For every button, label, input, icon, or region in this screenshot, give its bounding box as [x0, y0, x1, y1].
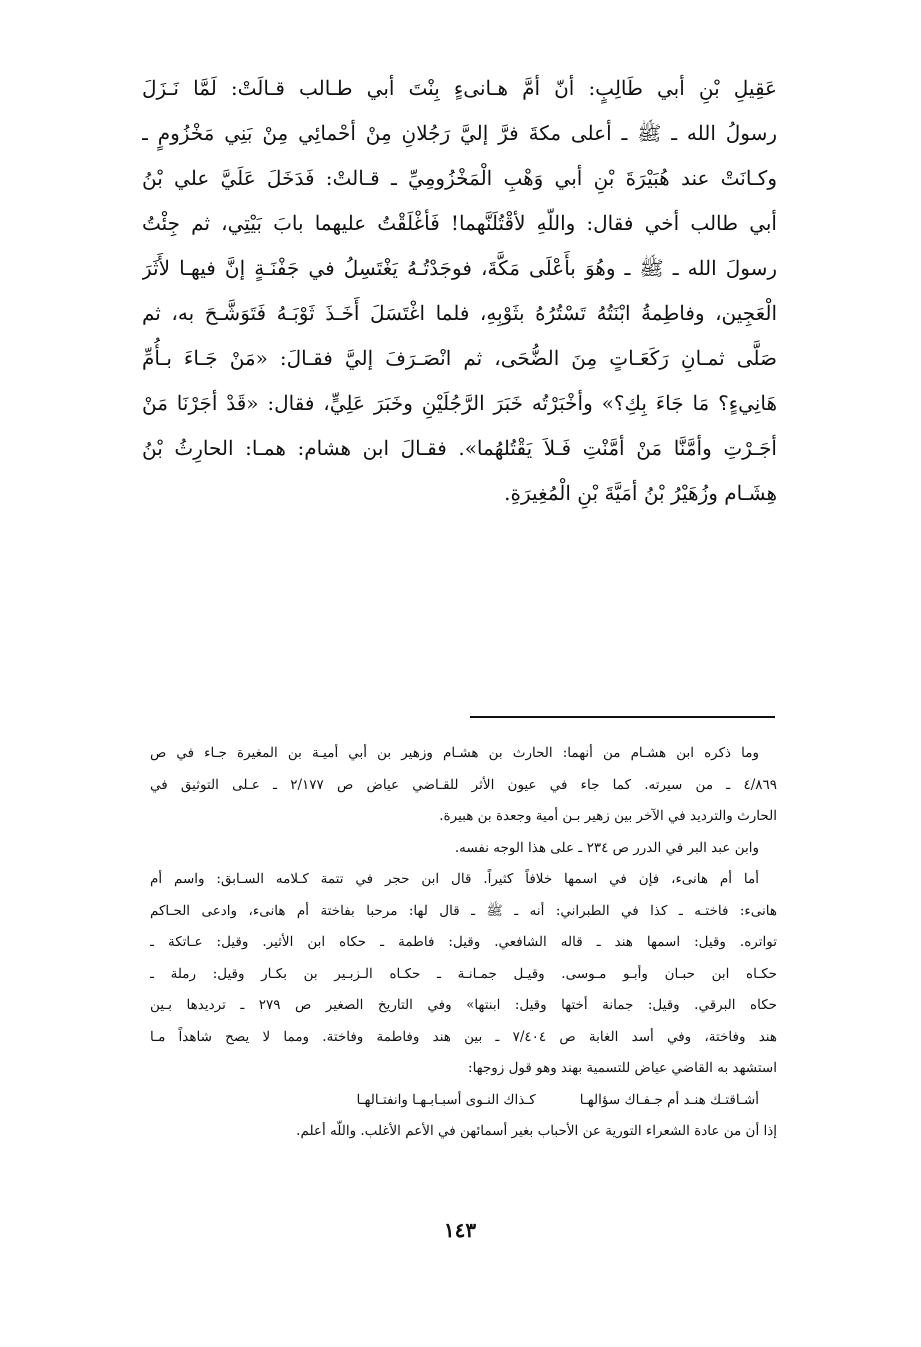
poetry-verse	[150, 1085, 777, 1117]
footnote-block-1	[150, 738, 777, 833]
main-text-line: صَلَّى ثمـانِ رَكَعَـاتٍ مِنَ الضُّحَى، ثم انْصَـرَفَ إليَّ فقـالَ: «مَنْ جَـاءَ بـأُمِّ	[142, 346, 777, 370]
main-text-line: رسولَ الله ـ ﷺ ـ وهُوَ بأَعْلَى مَكَّةَ، فوجَدْتُـهُ يَغْتَسِلُ في جَفْنَـةٍ إنَّ فيهـا لأَثَرَ	[142, 256, 777, 280]
footnote-line: حكـاه ابن حبـان وأبـو مـوسى. وقيـل جمـانـة ـ حكـاه الـزبـير بن بكـار وقيل: رملة ـ	[150, 965, 777, 982]
main-text-line: أجَـرْتِ وأمَّنَّا مَنْ أمَّنْتِ فَـلاَ يَقْتُلهُما». فقـالَ ابن هشام: همـا: الحارِثُ بْنُ	[142, 436, 777, 460]
footnote-closing-line: إذا أن من عادة الشعراء التورية عن الأحباب بغير أسمائهن في الأعم الأغلب. واللّه أعلم.	[296, 1123, 777, 1139]
footnote-block-2	[150, 833, 777, 865]
main-text-line: وكـانَتْ عند هُبَيْرَةَ بْنِ أبي وَهْبِ الْمَخْزُومِيِّ ـ قـالتْ: فَدَخَلَ عَلَيَّ علي بْنُ	[142, 166, 777, 190]
footnote-block-3	[150, 864, 777, 1085]
main-text-line: رسولُ الله ـ ﷺ ـ أعلى مكةَ فرَّ إليَّ رَجُلانِ مِنْ أحْمائِي مِنْ بَنِي مَخْزُومٍ ـ	[142, 121, 777, 145]
footnote-line: وما ذكره ابن هشـام من أنهما: الحارث بن هشـام وزهير بن أبي أميـة بن المغيرة جـاء في ص	[150, 745, 759, 761]
footnote-line: وابن عبد البر في الدرر ص ٢٣٤ ـ على هذا الوجه نفسه.	[454, 839, 759, 856]
main-text-line: هَانِيءٍ؟ مَا جَاءَ بِكِ؟» وأخْبَرْتُه خَبَرَ الرَّجُلَيْنِ وخَبَرَ عَلِيٍّ، فقال: «قَدْ أجَرْنَا مَنْ	[142, 391, 777, 415]
verse-second-hemistich: كـذاك النـوى أسبـابـهـا وانفتـالهـا	[356, 1091, 536, 1108]
footnote-separator	[470, 716, 775, 718]
main-text-line: عَقِيلِ بْنِ أبي طَالِبٍ: أنّ أمَّ هـانىءٍ بِنْتَ أبي طـالب قـالَتْ: لَمَّا نَـزَلَ	[142, 76, 777, 100]
footnote-line: هانىء: فاختـه ـ كذا في الطبراني: أنه ـ ﷺ ـ قال لها: مرحبا بفاختة أم هانىء، وادعى الحـاكم	[150, 902, 777, 919]
footnote-line: أما أم هانىء، فإن في اسمها خلافاً كثيراً. قال ابن حجر في تتمة كـلامه السـابق: واسم أم	[150, 871, 759, 887]
footnote-line: تواتره. وقيل: اسمها هند ـ قاله الشافعي. وقيل: فاطمة ـ حكاه ابن الأثير. وقيل: عـاتكة ـ	[150, 934, 777, 950]
footnote-line: هند وفاختة، وفي أسد الغابة ص ٧/٤٠٤ ـ بين هند وفاطمة وفاختة. ومما لا يصح شاهداً مـا	[150, 1028, 777, 1045]
main-text-line: أبي طالب أخي فقال: واللّهِ لأقْتُلَنَّهما! فَأغْلَقْتُ عليهما بابَ بَيْتِي، ثم جِئْتُ	[142, 211, 777, 235]
main-text-line: الْعَجِين، وفاطِمةُ ابْنَتُهُ تَسْتُرُهُ بثَوْبِهِ، فلما اغْتَسَلَ أَخَـذَ ثَوْبَـهُ فَتَوَشَّـحَ به، ثم	[142, 301, 777, 325]
footnote-line: حكاه البرقي. وقيل: جمانة أختها وقيل: ابنتها» وفي التاريخ الصغير ص ٢٧٩ ـ ترديدها بـين	[150, 997, 777, 1013]
footnote-line: ٤/٨٦٩ ـ من سيرته. كما جاء في عيون الأثر للقـاضي عياض ص ٢/١٧٧ ـ عـلى التوثيق في	[150, 776, 777, 793]
main-text-line: هِشَـام وزُهَيْرُ بْنُ أمَيَّةَ بْنِ الْمُغِيرَةِ.	[504, 481, 777, 505]
verse-first-hemistich: أشـاقتـك هنـد أم جـفـاك سؤالهـا	[579, 1091, 759, 1108]
footnote-line: استشهد به القاضي عياض للتسمية بهند وهو قول زوجها:	[468, 1060, 777, 1076]
main-text	[142, 66, 777, 516]
page-number: ١٤٣	[443, 1218, 477, 1242]
footnotes	[150, 738, 777, 1148]
footnote-line: الحارث والترديد في الآخر بين زهير بـن أمية وجعدة بن هبيرة.	[439, 808, 777, 824]
